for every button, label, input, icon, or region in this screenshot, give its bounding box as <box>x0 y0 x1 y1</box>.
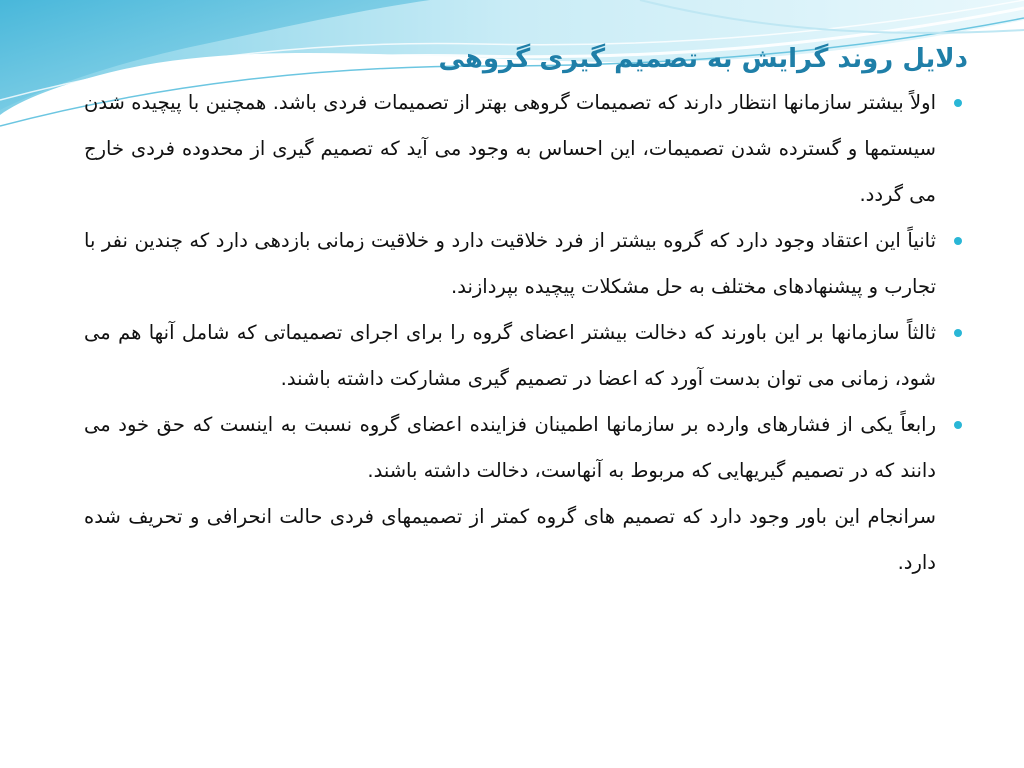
list-item <box>84 402 964 494</box>
list-item <box>84 80 964 218</box>
bullet-text: اولاً بیشتر سازمانها انتظار دارند که تصمیمات گروهی بهتر از تصمیمات فردی باشد. همچنین با پیچیده شدن سیستمها و گسترده شدن تصمیمات، این احساس به وجود می آید که تصمیم گیری از محدوده فردی خارج می گردد. <box>84 91 936 206</box>
bullet-dot-icon <box>954 237 962 245</box>
bullet-list <box>84 80 964 494</box>
list-item <box>84 310 964 402</box>
slide-title: دلایل روند گرایش به تصمیم گیری گروهی <box>438 44 968 74</box>
slide-content <box>84 80 964 586</box>
bullet-text: ثالثاً سازمانها بر این باورند که دخالت بیشتر اعضای گروه را برای اجرای تصمیماتی که شامل آنها هم می شود، زمانی می توان بدست آورد که اعضا در تصمیم گیری مشارکت داشته باشند. <box>84 321 936 390</box>
list-item <box>84 218 964 310</box>
closing-paragraph: سرانجام این باور وجود دارد که تصمیم های گروه کمتر از تصمیمهای فردی حالت انحرافی و تحریف شده دارد. <box>84 505 936 574</box>
bullet-dot-icon <box>954 329 962 337</box>
bullet-text: ثانیاً این اعتقاد وجود دارد که گروه بیشتر از فرد خلاقیت دارد و خلاقیت زمانی بازدهی دارد که چندین نفر با تجارب و پیشنهادهای مختلف به حل مشکلات پیچیده بپردازند. <box>84 229 936 298</box>
bullet-dot-icon <box>954 99 962 107</box>
bullet-dot-icon <box>954 421 962 429</box>
bullet-text: رابعاً یکی از فشارهای وارده بر سازمانها اطمینان فزاینده اعضای گروه نسبت به اینست که حق خود می دانند که در تصمیم گیریهایی که مربوط به آنهاست، دخالت داشته باشند. <box>84 413 936 482</box>
